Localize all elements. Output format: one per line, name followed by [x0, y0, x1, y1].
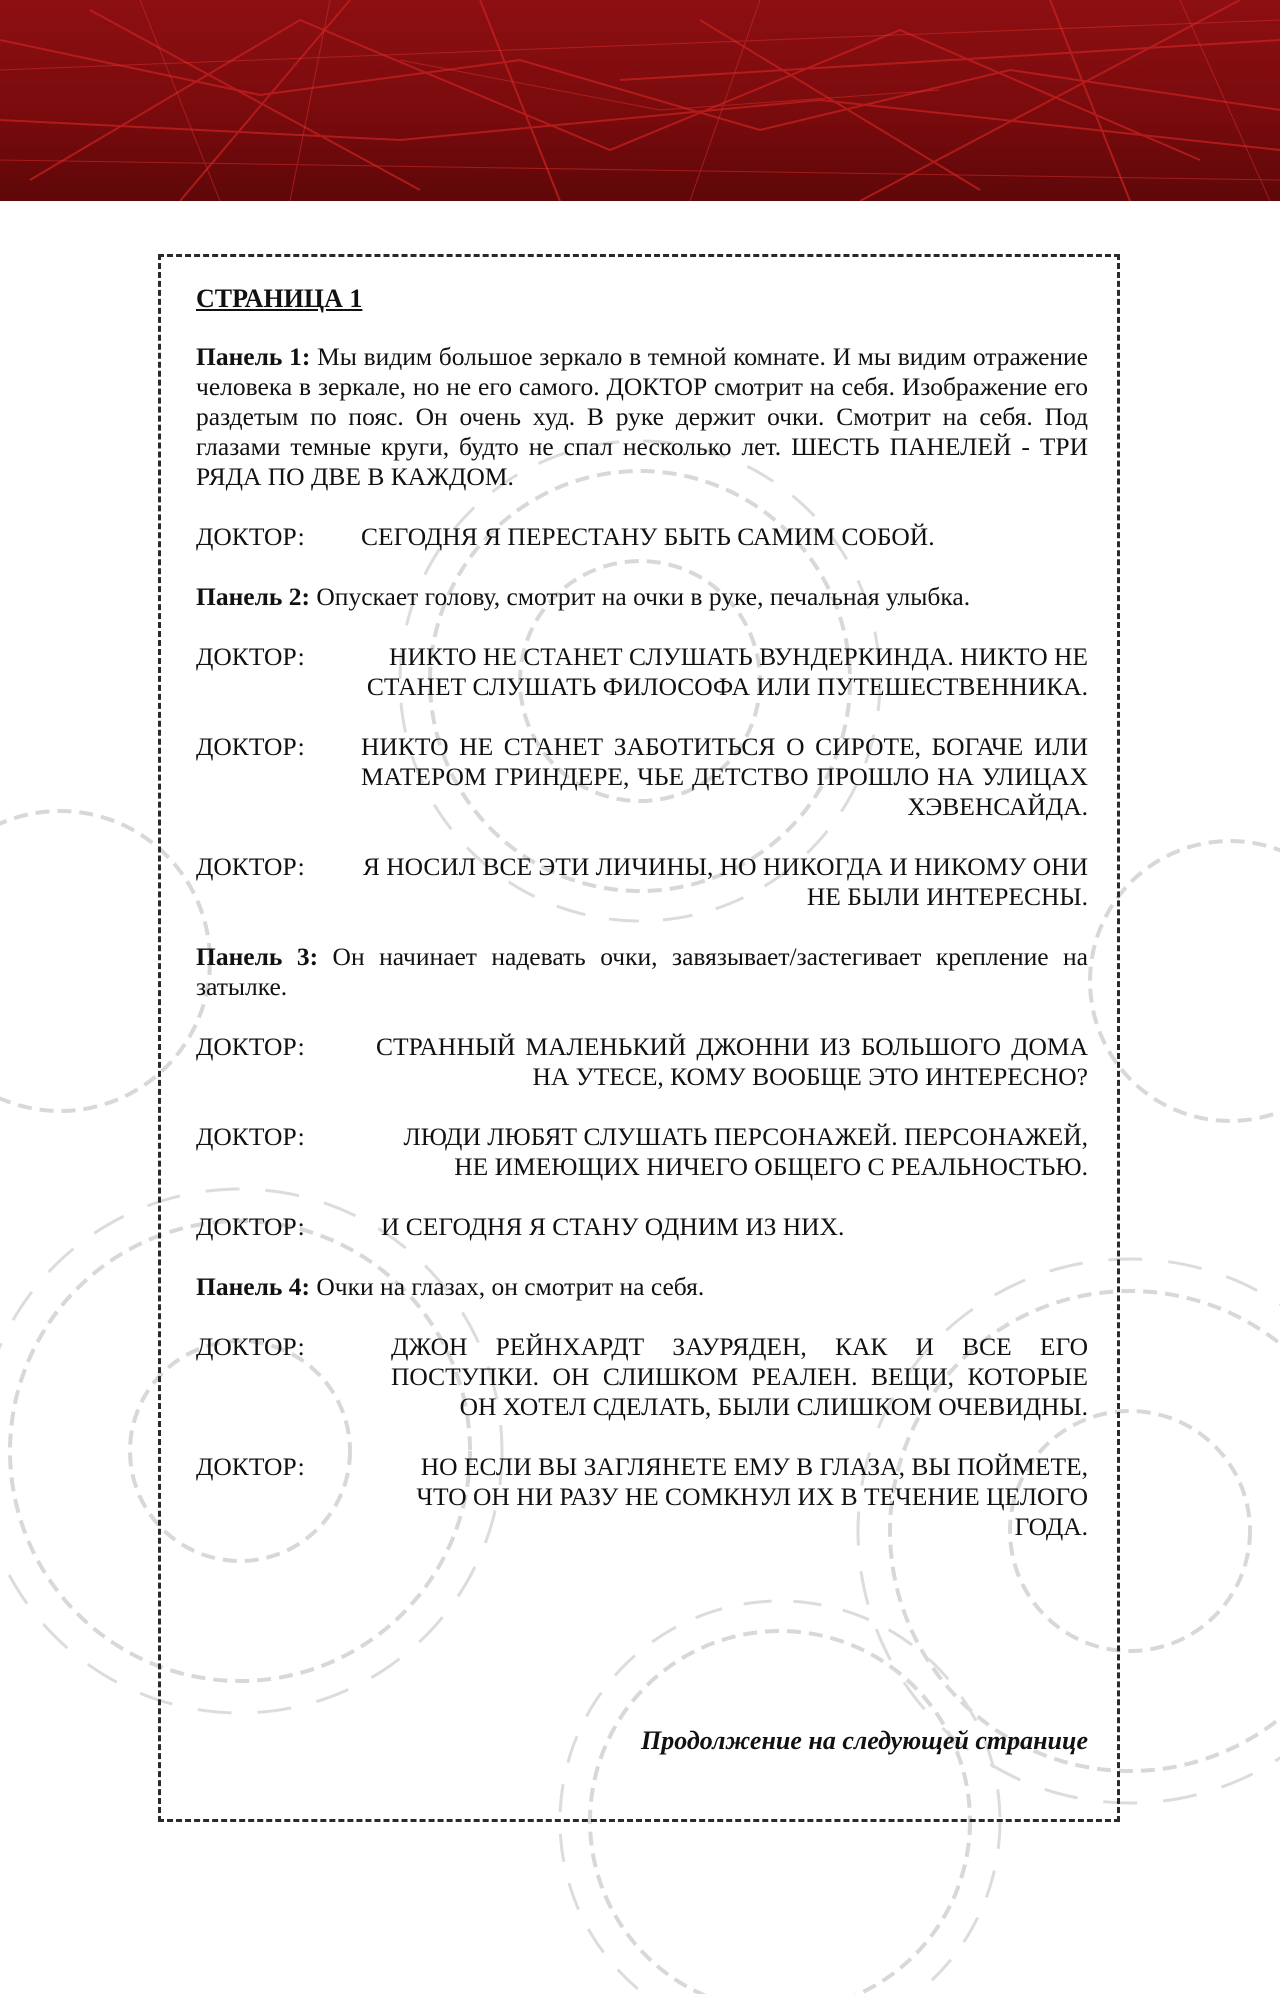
dialog-line	[196, 1032, 1088, 1092]
script-content	[196, 284, 1088, 1572]
dialog-text: ДЖОН РЕЙНХАРДТ ЗАУРЯДЕН, КАК И ВСЕ ЕГО ПОСТУПКИ. ОН СЛИШКОМ РЕАЛЕН. ВЕЩИ, КОТОРЫЕ ОН ХОТЕЛ СДЕЛАТЬ, БЫЛИ СЛИШКОМ ОЧЕВИДНЫ.	[391, 1332, 1088, 1421]
panel-4	[196, 1272, 1088, 1542]
banner-scratches	[0, 0, 1280, 201]
speaker-label: ДОКТОР:	[196, 522, 305, 551]
dialog-line	[196, 732, 1088, 822]
panel-3	[196, 942, 1088, 1242]
speaker-label: ДОКТОР:	[196, 852, 305, 881]
panel-label: Панель 1:	[196, 342, 311, 371]
dialog-text: И СЕГОДНЯ Я СТАНУ ОДНИМ ИЗ НИХ.	[381, 1212, 845, 1241]
dialog-line	[196, 642, 1088, 702]
dialog-line	[196, 1212, 1088, 1242]
panel-text: Опускает голову, смотрит на очки в руке, печальная улыбка.	[310, 582, 971, 611]
header-banner	[0, 0, 1280, 201]
speaker-label: ДОКТОР:	[196, 1452, 305, 1481]
dialog-line	[196, 1122, 1088, 1182]
speaker-label: ДОКТОР:	[196, 1212, 305, 1241]
dialog-line	[196, 522, 1088, 552]
speaker-label: ДОКТОР:	[196, 1332, 305, 1361]
dialog-line	[196, 1332, 1088, 1422]
page-heading: СТРАНИЦА 1	[196, 284, 363, 313]
speaker-label: ДОКТОР:	[196, 1032, 305, 1061]
panel-2	[196, 582, 1088, 912]
panel-text: Очки на глазах, он смотрит на себя.	[310, 1272, 705, 1301]
dialog-text: ЛЮДИ ЛЮБЯТ СЛУШАТЬ ПЕРСОНАЖЕЙ. ПЕРСОНАЖЕЙ, НЕ ИМЕЮЩИХ НИЧЕГО ОБЩЕГО С РЕАЛЬНОСТЬЮ.	[403, 1122, 1088, 1181]
panel-description	[196, 942, 1088, 1002]
speaker-label: ДОКТОР:	[196, 732, 305, 761]
dialog-text: НИКТО НЕ СТАНЕТ СЛУШАТЬ ВУНДЕРКИНДА. НИКТО НЕ СТАНЕТ СЛУШАТЬ ФИЛОСОФА ИЛИ ПУТЕШЕСТВЕННИКА.	[366, 642, 1088, 701]
dialog-text: НИКТО НЕ СТАНЕТ ЗАБОТИТЬСЯ О СИРОТЕ, БОГАЧЕ ИЛИ МАТЕРОМ ГРИНДЕРЕ, ЧЬЕ ДЕТСТВО ПРОШЛО НА УЛИЦАХ ХЭВЕНСАЙДА.	[361, 732, 1088, 821]
panel-text: Он начинает надевать очки, завязывает/застегивает крепление на затылке.	[196, 942, 1088, 1001]
panel-label: Панель 3:	[196, 942, 319, 971]
panel-label: Панель 4:	[196, 1272, 311, 1301]
dialog-text: Я НОСИЛ ВСЕ ЭТИ ЛИЧИНЫ, НО НИКОГДА И НИКОМУ ОНИ НЕ БЫЛИ ИНТЕРЕСНЫ.	[362, 852, 1088, 911]
dialog-line	[196, 1452, 1088, 1542]
panel-description	[196, 582, 1088, 612]
dialog-text: НО ЕСЛИ ВЫ ЗАГЛЯНЕТЕ ЕМУ В ГЛАЗА, ВЫ ПОЙМЕТЕ, ЧТО ОН НИ РАЗУ НЕ СОМКНУЛ ИХ В ТЕЧЕНИЕ ЦЕЛОГО ГОДА.	[416, 1452, 1088, 1541]
speaker-label: ДОКТОР:	[196, 642, 305, 671]
speaker-label: ДОКТОР:	[196, 1122, 305, 1151]
dialog-text: СЕГОДНЯ Я ПЕРЕСТАНУ БЫТЬ САМИМ СОБОЙ.	[361, 522, 935, 551]
continued-note: Продолжение на следующей странице	[641, 1726, 1088, 1755]
panel-label: Панель 2:	[196, 582, 311, 611]
panel-description	[196, 1272, 1088, 1302]
panel-1	[196, 342, 1088, 552]
panel-text: Мы видим большое зеркало в темной комнате. И мы видим отражение человека в зеркале, но не его самого. ДОКТОР смотрит на себя. Изображение его раздетым по пояс. Он очень худ. В руке держит очки. Смотрит на себя. Под глазами темные круги, будто не спал несколько лет. ШЕСТЬ ПАНЕЛЕЙ - ТРИ РЯДА ПО ДВЕ В КАЖДОМ.	[196, 342, 1089, 491]
panel-description	[196, 342, 1088, 492]
dialog-text: СТРАННЫЙ МАЛЕНЬКИЙ ДЖОННИ ИЗ БОЛЬШОГО ДОМА НА УТЕСЕ, КОМУ ВООБЩЕ ЭТО ИНТЕРЕСНО?	[376, 1032, 1088, 1091]
dialog-line	[196, 852, 1088, 912]
